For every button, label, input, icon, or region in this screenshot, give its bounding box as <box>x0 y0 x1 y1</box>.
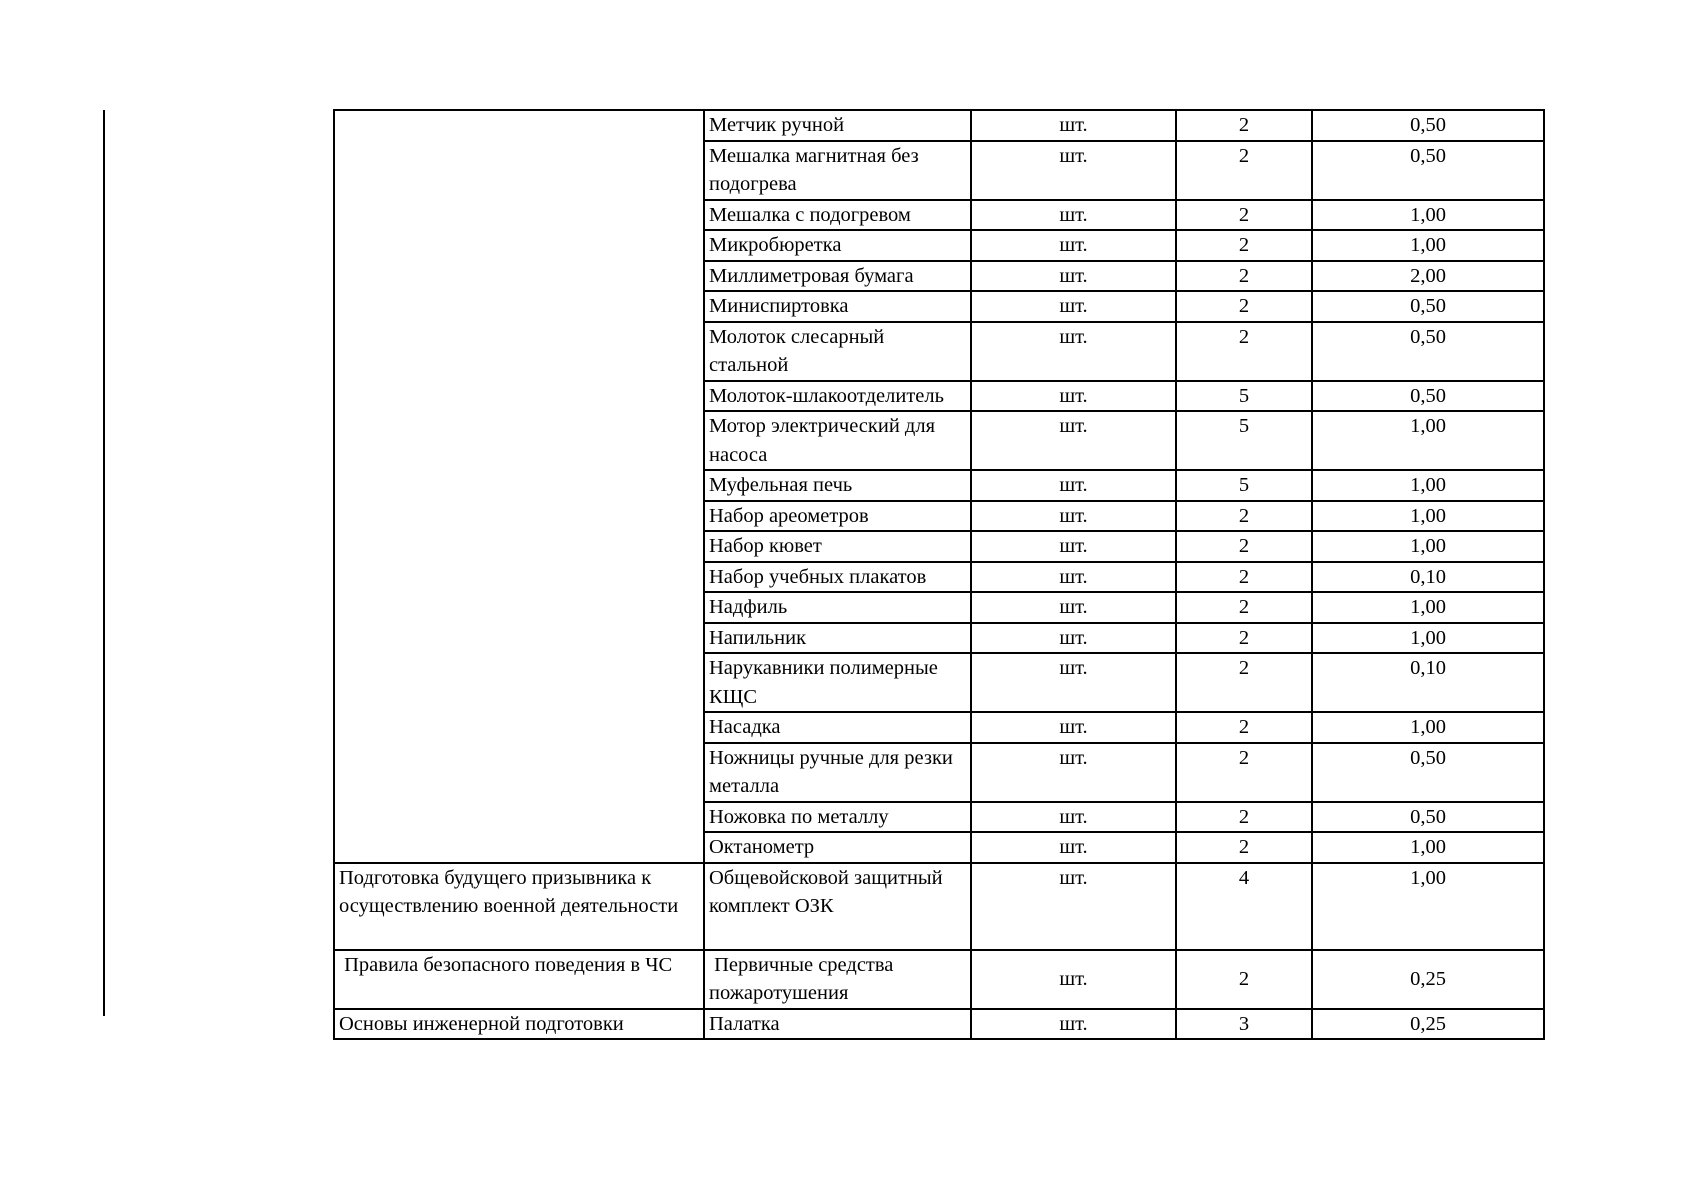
unit-cell: шт. <box>971 802 1176 833</box>
table-row <box>334 411 1544 470</box>
left-margin-rule <box>103 110 105 1016</box>
unit-cell: шт. <box>971 501 1176 532</box>
quantity-cell: 4 <box>1176 863 1312 950</box>
quantity-cell: 2 <box>1176 230 1312 261</box>
table-row <box>334 743 1544 802</box>
table-row <box>334 592 1544 623</box>
norm-cell: 1,00 <box>1312 592 1544 623</box>
section-cell <box>334 230 704 261</box>
norm-cell: 1,00 <box>1312 623 1544 654</box>
table-row <box>334 381 1544 412</box>
section-cell <box>334 501 704 532</box>
quantity-cell: 2 <box>1176 141 1312 200</box>
quantity-cell: 2 <box>1176 291 1312 322</box>
item-name-cell: Миниспиртовка <box>704 291 971 322</box>
item-name-cell: Первичные средства пожаротушения <box>704 950 971 1009</box>
section-cell <box>334 743 704 802</box>
norm-cell: 1,00 <box>1312 531 1544 562</box>
section-cell <box>334 531 704 562</box>
norm-cell: 0,50 <box>1312 381 1544 412</box>
table-row <box>334 562 1544 593</box>
norm-cell: 0,25 <box>1312 1009 1544 1040</box>
section-cell: Правила безопасного поведения в ЧС <box>334 950 704 1009</box>
item-name-cell: Молоток-шлакоотделитель <box>704 381 971 412</box>
quantity-cell: 2 <box>1176 261 1312 292</box>
table-row <box>334 712 1544 743</box>
norm-cell: 0,50 <box>1312 322 1544 381</box>
unit-cell: шт. <box>971 470 1176 501</box>
norm-cell: 1,00 <box>1312 200 1544 231</box>
section-cell <box>334 562 704 593</box>
quantity-cell: 2 <box>1176 712 1312 743</box>
unit-cell: шт. <box>971 531 1176 562</box>
norm-cell: 1,00 <box>1312 832 1544 863</box>
item-name-cell: Микробюретка <box>704 230 971 261</box>
item-name-cell: Октанометр <box>704 832 971 863</box>
norm-cell: 1,00 <box>1312 712 1544 743</box>
norm-cell: 1,00 <box>1312 501 1544 532</box>
norm-cell: 1,00 <box>1312 230 1544 261</box>
quantity-cell: 2 <box>1176 110 1312 141</box>
table-row <box>334 832 1544 863</box>
quantity-cell: 2 <box>1176 653 1312 712</box>
norm-cell: 0,50 <box>1312 110 1544 141</box>
item-name-cell: Мешалка с подогревом <box>704 200 971 231</box>
unit-cell: шт. <box>971 863 1176 950</box>
section-cell <box>334 381 704 412</box>
table-row <box>334 200 1544 231</box>
quantity-cell: 2 <box>1176 322 1312 381</box>
unit-cell: шт. <box>971 743 1176 802</box>
section-cell <box>334 411 704 470</box>
unit-cell: шт. <box>971 712 1176 743</box>
quantity-cell: 2 <box>1176 623 1312 654</box>
table-row <box>334 653 1544 712</box>
section-cell <box>334 832 704 863</box>
item-name-cell: Мотор электрический для насоса <box>704 411 971 470</box>
norm-cell: 0,25 <box>1312 950 1544 1009</box>
table-row <box>334 261 1544 292</box>
section-cell <box>334 291 704 322</box>
norm-cell: 1,00 <box>1312 411 1544 470</box>
item-name-cell: Ножницы ручные для резки металла <box>704 743 971 802</box>
norm-cell: 0,10 <box>1312 562 1544 593</box>
section-cell: Подготовка будущего призывника к осуществлению военной деятельности <box>334 863 704 950</box>
norm-cell: 1,00 <box>1312 863 1544 950</box>
item-name-cell: Надфиль <box>704 592 971 623</box>
unit-cell: шт. <box>971 592 1176 623</box>
table-row <box>334 501 1544 532</box>
unit-cell: шт. <box>971 1009 1176 1040</box>
section-cell <box>334 470 704 501</box>
norm-cell: 0,50 <box>1312 291 1544 322</box>
quantity-cell: 2 <box>1176 562 1312 593</box>
quantity-cell: 2 <box>1176 743 1312 802</box>
unit-cell: шт. <box>971 832 1176 863</box>
section-cell <box>334 653 704 712</box>
unit-cell: шт. <box>971 291 1176 322</box>
norm-cell: 2,00 <box>1312 261 1544 292</box>
item-name-cell: Молоток слесарный стальной <box>704 322 971 381</box>
table-row <box>334 623 1544 654</box>
table-row <box>334 291 1544 322</box>
item-name-cell: Ножовка по металлу <box>704 802 971 833</box>
section-cell <box>334 141 704 200</box>
unit-cell: шт. <box>971 381 1176 412</box>
unit-cell: шт. <box>971 950 1176 1009</box>
table-row <box>334 863 1544 950</box>
table-row <box>334 110 1544 141</box>
item-name-cell: Палатка <box>704 1009 971 1040</box>
norm-cell: 1,00 <box>1312 470 1544 501</box>
item-name-cell: Набор учебных плакатов <box>704 562 971 593</box>
quantity-cell: 2 <box>1176 802 1312 833</box>
quantity-cell: 2 <box>1176 200 1312 231</box>
norm-cell: 0,50 <box>1312 802 1544 833</box>
table-row <box>334 531 1544 562</box>
norm-cell: 0,50 <box>1312 743 1544 802</box>
section-cell <box>334 592 704 623</box>
quantity-cell: 5 <box>1176 411 1312 470</box>
section-cell <box>334 261 704 292</box>
table-row <box>334 950 1544 1009</box>
quantity-cell: 5 <box>1176 381 1312 412</box>
section-cell <box>334 802 704 833</box>
section-cell <box>334 110 704 141</box>
section-cell <box>334 200 704 231</box>
quantity-cell: 5 <box>1176 470 1312 501</box>
table-row <box>334 141 1544 200</box>
item-name-cell: Набор кювет <box>704 531 971 562</box>
quantity-cell: 2 <box>1176 592 1312 623</box>
unit-cell: шт. <box>971 322 1176 381</box>
section-cell: Основы инженерной подготовки <box>334 1009 704 1040</box>
quantity-cell: 2 <box>1176 531 1312 562</box>
unit-cell: шт. <box>971 653 1176 712</box>
item-name-cell: Мешалка магнитная без подогрева <box>704 141 971 200</box>
unit-cell: шт. <box>971 562 1176 593</box>
table-row <box>334 1009 1544 1040</box>
equipment-table <box>333 109 1545 1040</box>
norm-cell: 0,50 <box>1312 141 1544 200</box>
item-name-cell: Насадка <box>704 712 971 743</box>
quantity-cell: 3 <box>1176 1009 1312 1040</box>
unit-cell: шт. <box>971 200 1176 231</box>
unit-cell: шт. <box>971 110 1176 141</box>
section-cell <box>334 322 704 381</box>
item-name-cell: Метчик ручной <box>704 110 971 141</box>
item-name-cell: Напильник <box>704 623 971 654</box>
unit-cell: шт. <box>971 141 1176 200</box>
quantity-cell: 2 <box>1176 950 1312 1009</box>
unit-cell: шт. <box>971 230 1176 261</box>
unit-cell: шт. <box>971 411 1176 470</box>
table-row <box>334 230 1544 261</box>
item-name-cell: Набор ареометров <box>704 501 971 532</box>
quantity-cell: 2 <box>1176 501 1312 532</box>
unit-cell: шт. <box>971 261 1176 292</box>
norm-cell: 0,10 <box>1312 653 1544 712</box>
item-name-cell: Муфельная печь <box>704 470 971 501</box>
quantity-cell: 2 <box>1176 832 1312 863</box>
unit-cell: шт. <box>971 623 1176 654</box>
item-name-cell: Нарукавники полимерные КЩС <box>704 653 971 712</box>
table-row <box>334 802 1544 833</box>
item-name-cell: Общевойсковой защитный комплект ОЗК <box>704 863 971 950</box>
section-cell <box>334 712 704 743</box>
table-row <box>334 322 1544 381</box>
table-row <box>334 470 1544 501</box>
section-cell <box>334 623 704 654</box>
item-name-cell: Миллиметровая бумага <box>704 261 971 292</box>
